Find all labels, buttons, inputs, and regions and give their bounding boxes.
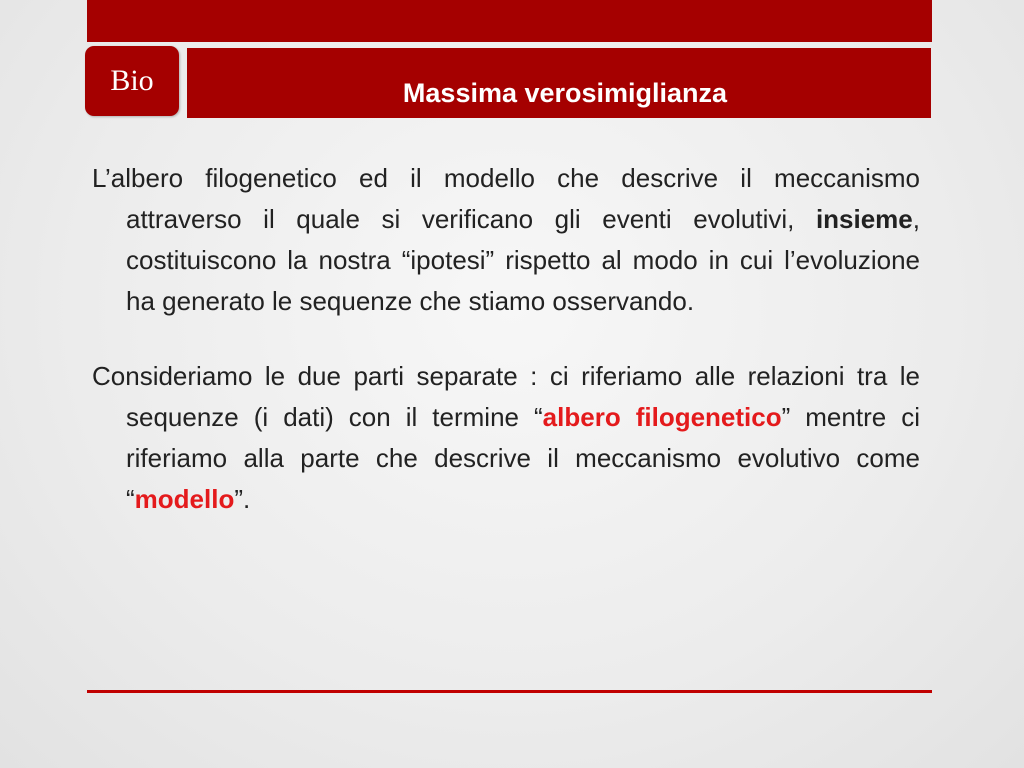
bio-badge-label: Bio [110, 64, 154, 97]
paragraph-1-text-b: , costituiscono la nostra “ipotesi” rispetto al modo in cui l’evoluzione ha generato le sequenze che stiamo osservando. [126, 204, 920, 316]
paragraph-2-text-a: Consideriamo le due parti separate : ci riferiamo alle relazioni tra le sequenze (i dati) con il termine “ [92, 361, 920, 432]
bio-badge [85, 46, 179, 116]
term-modello: modello [134, 484, 235, 514]
paragraph-2-text-b: ” mentre ci riferiamo alla parte che descrive il meccanismo evolutivo come “ [126, 402, 920, 514]
paragraph-1 [92, 158, 920, 322]
slide-body [92, 158, 920, 520]
top-decorative-bar [87, 0, 932, 42]
term-albero-filogenetico: albero filogenetico [542, 402, 782, 432]
slide-title: Massima verosimiglianza [402, 78, 728, 108]
paragraph-2 [92, 356, 920, 520]
title-bar [187, 48, 931, 118]
paragraph-2-text-c: ”. [234, 484, 251, 514]
paragraph-1-text-a: L’albero filogenetico ed il modello che descrive il meccanismo attraverso il quale si verificano gli eventi evolutivi, [92, 163, 920, 234]
bottom-divider [87, 690, 932, 693]
paragraph-1-emphasis: insieme [815, 204, 913, 234]
